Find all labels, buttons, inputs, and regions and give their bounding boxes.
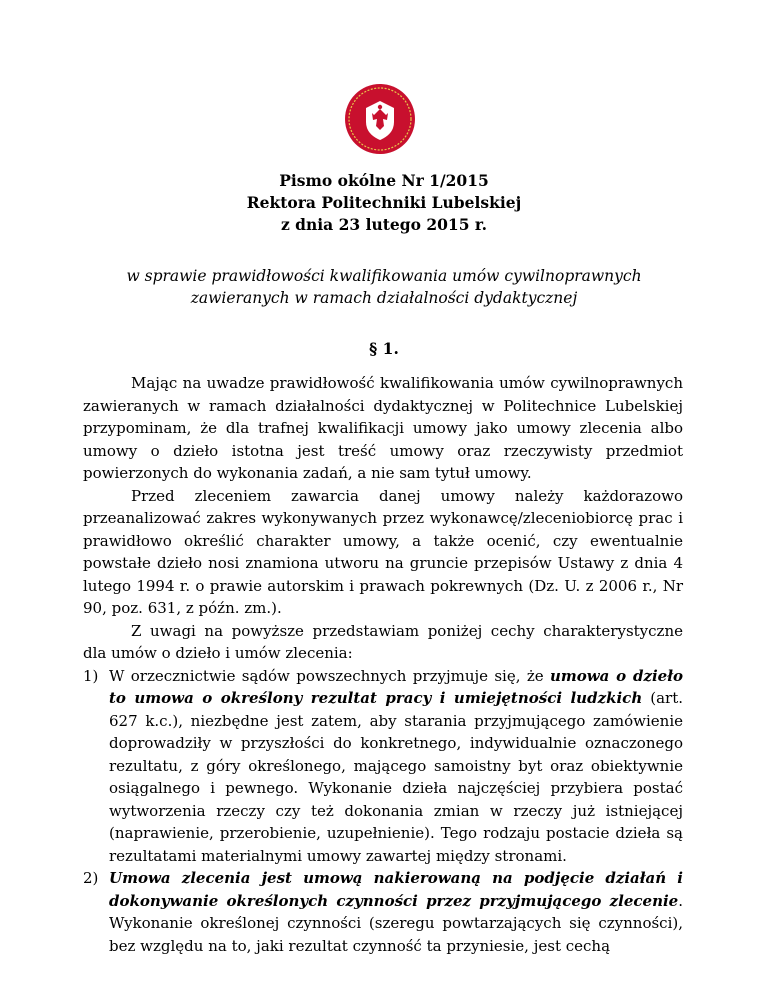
letter-header — [0, 170, 768, 236]
list-item-text: (art. 627 k.c.), niezbędne jest zatem, aby starania przyjmującego zamówienie doprowadziły w przyszłości do konkretnego, indywidualnie oznaczonego rezultatu, z góry określonego, mającego samoistny byt oraz obiektywnie osiągalnego i pewnego. Wykonanie dzieła najczęściej przybiera postać wytworzenia rzeczy czy też dokonania zmian w rzeczy już istniejącej (naprawienie, przerobienie, uzupełnienie). Tego rodzaju postacie dzieła są rezultatami materialnymi umowy zawartej między stronami. — [109, 689, 683, 865]
letter-issuer: Rektora Politechniki Lubelskiej — [246, 193, 522, 212]
list-item-emphasis: Umowa zlecenia jest umową nakierowaną na podjęcie działań i dokonywanie określonych czynności przez przyjmującego zlecenie — [109, 869, 683, 910]
letter-date: z dnia 23 lutego 2015 r. — [280, 215, 488, 234]
letter-number: Pismo okólne Nr 1/2015 — [279, 171, 489, 190]
university-emblem-icon — [343, 82, 417, 156]
list-item-number: 2) — [83, 869, 99, 887]
section-title: § 1. — [369, 339, 399, 358]
list-item-text: . Wykonanie określonej czynności (szeregu powtarzających się czynności), bez względu na to, jaki rezultat czynność ta przyniesie, jest cechą — [109, 891, 683, 955]
list-item-text: W orzecznictwie sądów powszechnych przyjmuje się, że — [109, 666, 550, 685]
characteristics-list — [83, 665, 683, 958]
list-item — [83, 665, 683, 868]
body-paragraph: Przed zleceniem zawarcia danej umowy należy każdorazowo przeanalizować zakres wykonywanych przez wykonawcę/zleceniobiorcę prac i prawidłowo określić charakter umowy, a także ocenić, czy ewentualnie powstałe dzieło nosi znamiona utworu na gruncie przepisów Ustawy z dnia 4 lutego 1994 r. o prawie autorskim i prawach pokrewnych (Dz. U. z 2006 r., Nr 90, poz. 631, z późn. zm.). — [83, 486, 683, 617]
subject-line: zawieranych w ramach działalności dydaktycznej — [190, 289, 578, 307]
letter-body — [83, 372, 683, 957]
subject-line: w sprawie prawidłowości kwalifikowania umów cywilnoprawnych — [126, 267, 642, 285]
letter-subject — [0, 265, 768, 309]
list-item — [83, 867, 683, 957]
body-paragraph: Z uwagi na powyższe przedstawiam poniżej cechy charakterystyczne dla umów o dzieło i umów zlecenia: — [83, 621, 683, 662]
body-paragraph: Mając na uwadze prawidłowość kwalifikowania umów cywilnoprawnych zawieranych w ramach działalności dydaktycznej w Politechnice Lubelskiej przypominam, że dla trafnej kwalifikacji umowy jako umowy zlecenia albo umowy o dzieło istotna jest treść umowy oraz rzeczywisty przedmiot powierzonych do wykonania zadań, a nie sam tytuł umowy. — [83, 374, 683, 482]
list-item-emphasis: umowa o dzieło to umowa o określony rezultat pracy i umiejętności ludzkich — [109, 666, 684, 707]
list-item-number: 1) — [83, 666, 99, 685]
